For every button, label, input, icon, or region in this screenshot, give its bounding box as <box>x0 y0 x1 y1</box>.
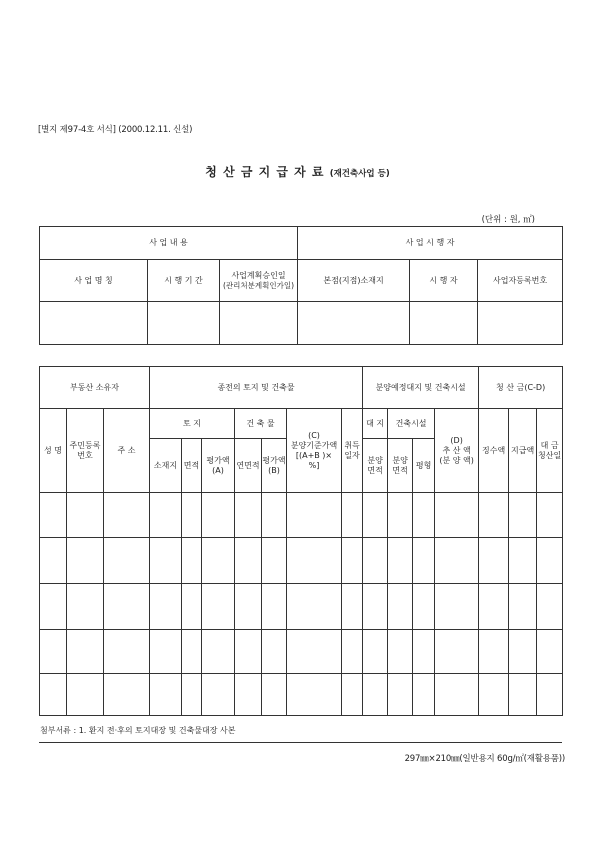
table-row <box>40 538 563 584</box>
input-business-name[interactable] <box>40 302 148 345</box>
col-collect: 징수액 <box>479 409 509 493</box>
unit-note: (단위 : 원, ㎡) <box>481 215 535 225</box>
group-before: 종전의 토지 및 건축물 <box>150 367 363 409</box>
table-row <box>40 584 563 630</box>
group-after: 분양예정대지 및 건축시설 <box>363 367 479 409</box>
group-site: 대 지 <box>363 409 388 439</box>
col-land-value: 평가액 (A) <box>202 439 235 493</box>
c-text: 분양기준가액 <box>290 440 338 450</box>
col-pay: 지급액 <box>509 409 537 493</box>
input-approval-date[interactable] <box>220 302 298 345</box>
col-building-area: 연면적 <box>235 439 262 493</box>
divider <box>39 742 562 743</box>
col-acquisition-date: 취득일자 <box>342 409 363 493</box>
input-operator[interactable] <box>410 302 478 345</box>
attachment-note: 첨부서류 : 1. 환지 전·후의 토지대장 및 건축물대장 사본 <box>40 726 236 735</box>
table-row <box>40 674 563 716</box>
d-text: 추 산 액 <box>442 445 471 455</box>
group-land: 토 지 <box>150 409 235 439</box>
col-land-location: 소재지 <box>150 439 182 493</box>
col-pay-date: 대 금 청산일 <box>537 409 563 493</box>
col-business-name: 사 업 명 칭 <box>40 260 148 302</box>
group-building: 건 축 물 <box>235 409 287 439</box>
d-sub: (분 양 액) <box>439 455 474 465</box>
paper-spec: 297㎜×210㎜(일반용지 60g/㎡(재활용품)) <box>404 754 565 764</box>
table-row <box>40 493 563 538</box>
col-c-value <box>287 409 342 493</box>
col-approval-date <box>220 260 298 302</box>
group-operator: 사 업 시 행 자 <box>298 227 563 260</box>
col-land-area: 면적 <box>182 439 202 493</box>
group-settlement: 청 산 금(C-D) <box>479 367 563 409</box>
group-building-facility: 건축시설 <box>388 409 435 439</box>
col-facility-area: 분양 면적 <box>388 439 413 493</box>
business-info-table <box>39 226 563 345</box>
settlement-table <box>39 366 563 716</box>
col-d-value <box>435 409 479 493</box>
form-label: [별지 제97-4호 서식] (2000.12.11. 신설) <box>38 125 193 135</box>
input-office-address[interactable] <box>298 302 410 345</box>
table-row <box>40 630 563 674</box>
col-operator: 시 행 자 <box>410 260 478 302</box>
c-label: (C) <box>308 430 320 440</box>
col-owner-address: 주 소 <box>104 409 150 493</box>
c-formula-2: %] <box>308 460 320 470</box>
group-business: 사 업 내 용 <box>40 227 298 260</box>
col-office-address: 본점(지점)소재지 <box>298 260 410 302</box>
group-owner: 부동산 소유자 <box>40 367 150 409</box>
col-site-area: 분양 면적 <box>363 439 388 493</box>
title-sub: (재건축사업 등) <box>329 169 390 179</box>
d-label: (D) <box>450 435 463 445</box>
c-formula-1: [(A+B )× <box>295 450 333 460</box>
title-main: 청 산 금 지 급 자 료 <box>205 165 325 179</box>
col-owner-name: 성 명 <box>40 409 67 493</box>
col-facility-type: 평형 <box>413 439 435 493</box>
page-title <box>0 163 595 180</box>
input-period[interactable] <box>148 302 220 345</box>
col-registration-no: 사업자등록번호 <box>478 260 563 302</box>
col-owner-id: 주민등록번호 <box>67 409 104 493</box>
approval-sub-label: (관리처분계획인가일) <box>222 280 295 290</box>
col-building-value: 평가액 (B) <box>262 439 287 493</box>
input-registration-no[interactable] <box>478 302 563 345</box>
approval-label: 사업계획승인일 <box>231 270 286 280</box>
col-period: 시 행 기 간 <box>148 260 220 302</box>
